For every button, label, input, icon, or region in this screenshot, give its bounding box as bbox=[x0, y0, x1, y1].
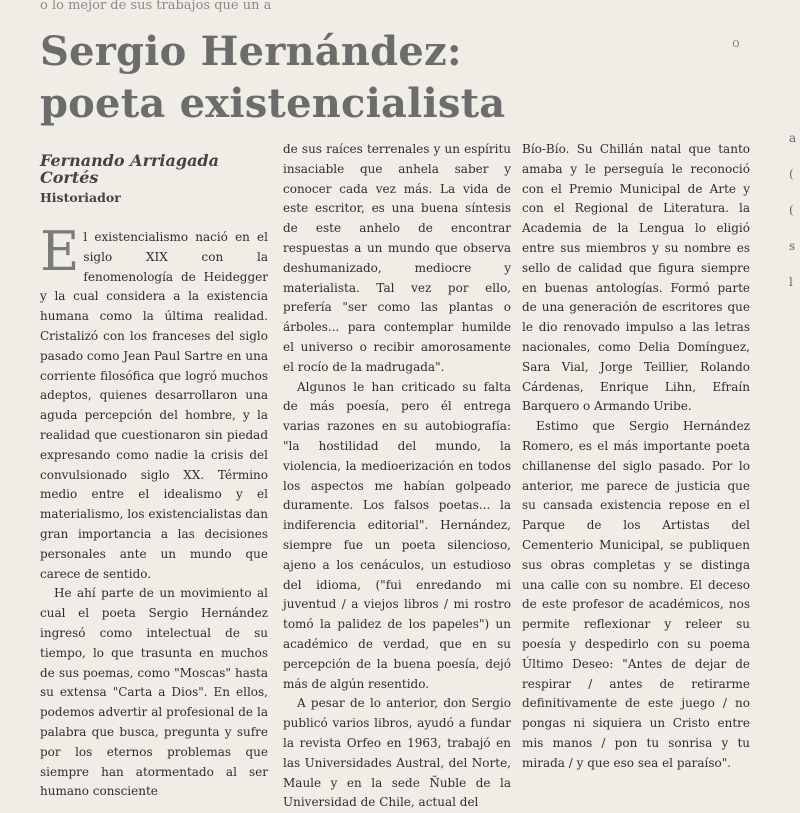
paragraph: Bío-Bío. Su Chillán natal que tanto amaba y le perseguía le reconoció con el Premio Municipal de Arte y con el Regional de Literatura. la Academia de la Lengua lo eligió entre sus miembros y su nombre es sello de calidad que figura siempre en buenas antologías. Formó parte de una generación de escritores que le dio renovado impulso a las letras nacionales, como Delia Domínguez, Sara Vial, Jorge Teillier, Rolando Cárdenas, Enrique Lihn, Efraín Barquero o Armando Uribe. bbox=[522, 142, 750, 414]
fragment-line: o lo mejor de sus trabajos que un a bbox=[40, 0, 272, 13]
title-line-2: poeta existencialista bbox=[40, 80, 506, 127]
paragraph-text: l existencialismo nació en el siglo XIX con la fenomenología de Heidegger y la cual considera a la existencia humana como la última realidad. Cristalizó con los franceses del siglo pasado como Jean Paul Sartre en una corriente filosófica que logró muchos adeptos, quienes desarrollaron una aguda percepción del hombre, y la realidad que cuestionaron sin piedad expresando como nadie la crisis del convulsionado siglo XX. Término medio entre el idealismo y el materialismo, los existencialistas dan gran importancia a las decisiones personales ante un mundo que carece de sentido. bbox=[40, 230, 268, 581]
paragraph: Algunos le han criticado su falta de más poesía, pero él entrega varias razones en su autobiografía: "la hostilidad del mundo, la violencia, la medioerización en todos los aspectos me habían golpeado duramente. Los falsos poetas... la indiferencia editorial". Hernández, siempre fue un poeta silencioso, ajeno a los cenáculos, un estudioso del idioma, ("fui enredando mi juventud / a viejos libros / mi rostro tomó la palidez de los papeles") un académico de verdad, que en su percepción de la buena poesía, dejó más de algún resentido. bbox=[283, 379, 511, 691]
paragraph bbox=[40, 220, 268, 584]
paragraph: de sus raíces terrenales y un espíritu insaciable que anhela saber y conocer cada vez más. La vida de este escritor, es una buena síntesis de este anhelo de encontrar respuestas a un mundo que observa deshumanizado, mediocre y materialista. Tal vez por ello, prefería "ser como las plantas o árboles... para contemplar humilde el universo o recibir amorosamente el rocío de la madrugada". bbox=[283, 142, 511, 374]
paragraph: Estimo que Sergio Hernández Romero, es el más importante poeta chillanense del siglo pasado. Por lo anterior, me parece de justicia que su cansada existencia repose en el Parque de los Artistas del Cementerio Municipal, se publiquen sus obras completas y se distinga una calle con su nombre. El deceso de este profesor de académicos, nos permite reflexionar y releer su poesía y despedirlo con su poema Último Deseo: "Antes de dejar de respirar / antes de retirarme definitivamente de este juego / no pongas ni siquiera un Cristo entre mis manos / pon tu sonrisa y tu mirada / y que eso sea el paraíso". bbox=[522, 419, 750, 770]
edge-fragment: l bbox=[789, 275, 793, 289]
edge-fragment: a bbox=[789, 131, 797, 145]
paragraph: A pesar de lo anterior, don Sergio publicó varios libros, ayudó a fundar la revista Orfeo en 1963, trabajó en las Universidades Austral, del Norte, Maule y en la sede Ñuble de la Universidad de Chile, actual del bbox=[283, 696, 511, 810]
edge-fragment: ( bbox=[789, 203, 794, 217]
author-role: Historiador bbox=[40, 190, 121, 205]
edge-fragment: ( bbox=[789, 167, 794, 181]
article-title bbox=[40, 26, 505, 130]
article-column-1 bbox=[40, 220, 268, 802]
title-line-1: Sergio Hernández: bbox=[40, 28, 462, 75]
article-column-3 bbox=[522, 140, 750, 774]
edge-fragment: s bbox=[789, 239, 796, 253]
fragment-line: o bbox=[732, 36, 740, 51]
paragraph: He ahí parte de un movimiento al cual el poeta Sergio Hernández ingresó como intelectual de su tiempo, lo que trasunta en muchos de sus poemas, como "Moscas" hasta su extensa "Carta a Dios". En ellos, podemos advertir al profesional de la palabra que busca, pregunta y sufre por los eternos problemas que siempre han atormentado al ser humano consciente bbox=[40, 586, 268, 799]
drop-cap: E bbox=[40, 220, 80, 283]
adjacent-article-edge bbox=[789, 120, 800, 420]
author-name: Fernando Arriagada Cortés bbox=[40, 151, 219, 187]
article-column-2 bbox=[283, 140, 511, 813]
